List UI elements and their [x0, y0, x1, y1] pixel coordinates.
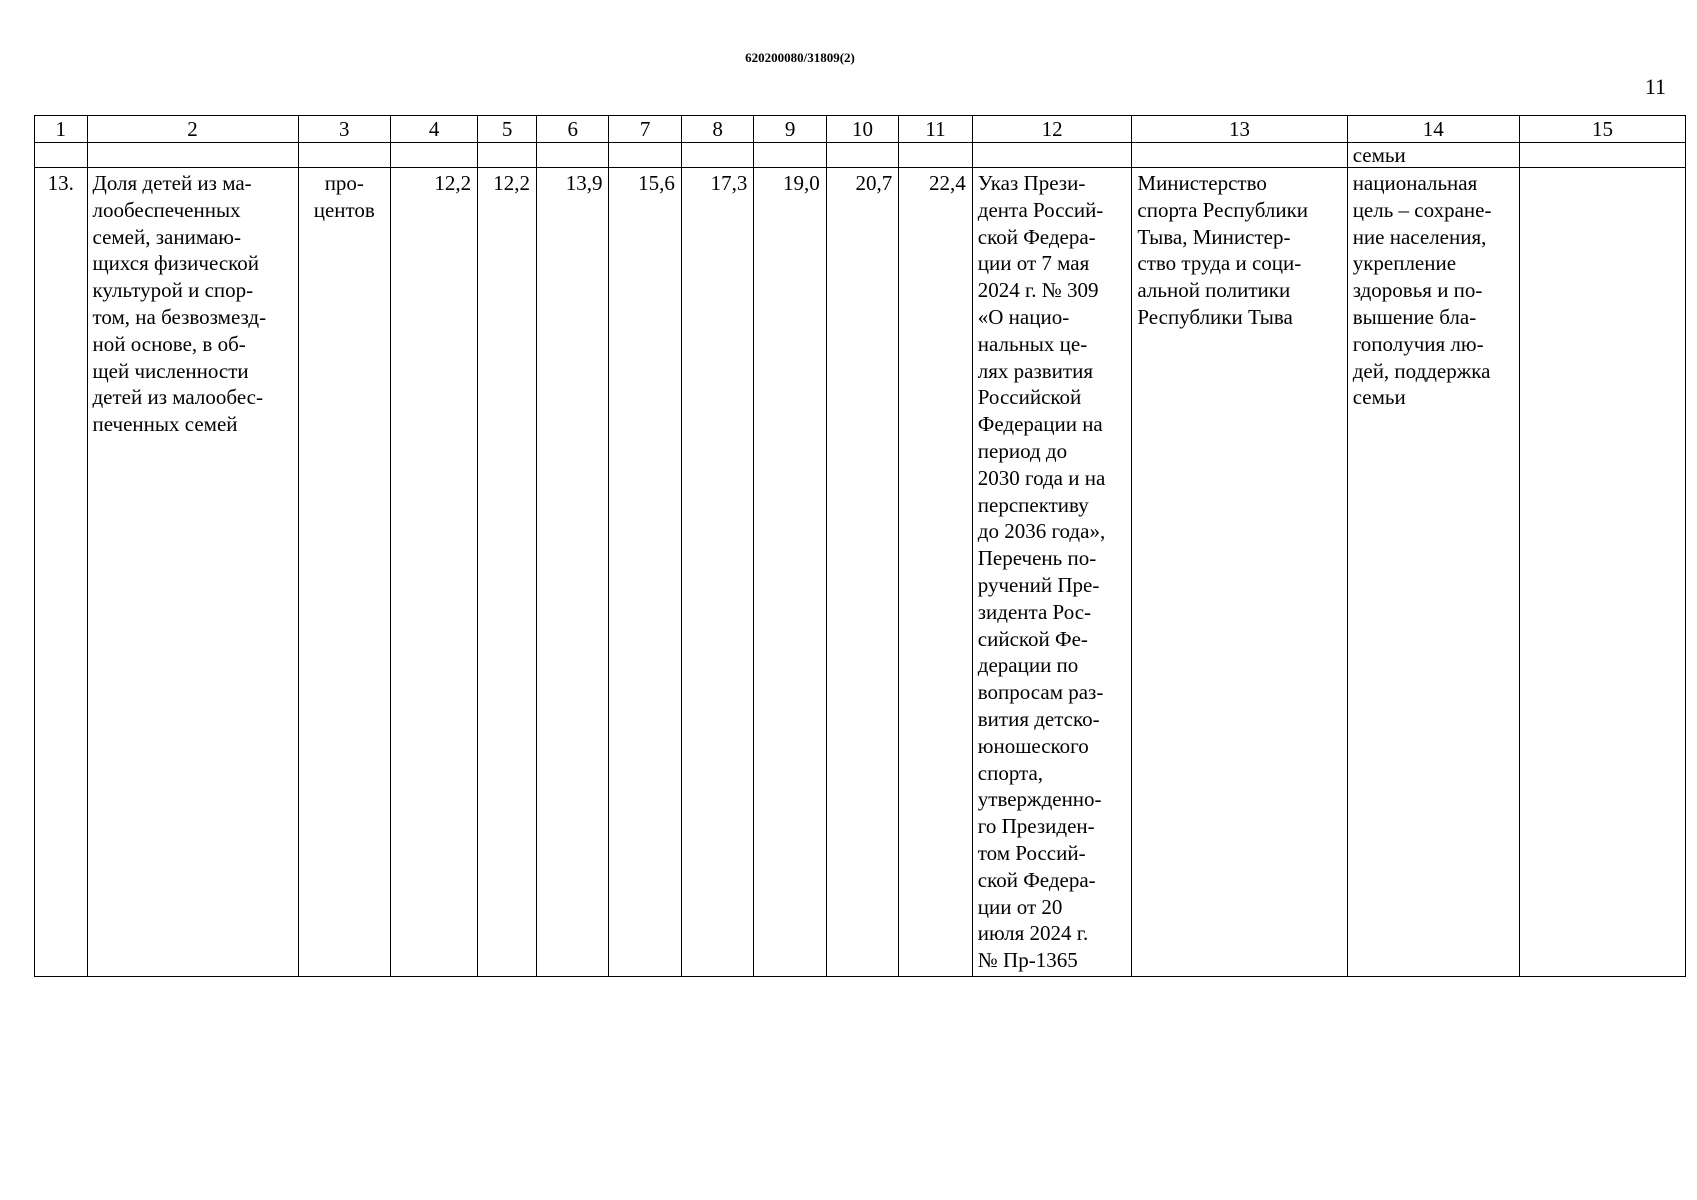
empty-cell — [536, 143, 608, 168]
column-number: 4 — [391, 116, 478, 143]
value-cell: 22,4 — [899, 168, 973, 977]
empty-cell — [609, 143, 681, 168]
empty-cell — [391, 143, 478, 168]
empty-cell — [1519, 143, 1685, 168]
continuation-text: семьи — [1347, 143, 1519, 168]
continuation-row — [35, 143, 1686, 168]
column-number: 2 — [87, 116, 298, 143]
empty-cell — [1132, 143, 1347, 168]
value-cell: 12,2 — [391, 168, 478, 977]
column-number: 10 — [826, 116, 898, 143]
row-number: 13. — [35, 168, 88, 977]
value-cell: 15,6 — [609, 168, 681, 977]
empty-cell — [87, 143, 298, 168]
column-number: 13 — [1132, 116, 1347, 143]
column-number: 15 — [1519, 116, 1685, 143]
empty-cell — [478, 143, 537, 168]
value-cell: 13,9 — [536, 168, 608, 977]
column-15-cell — [1519, 168, 1685, 977]
empty-cell — [681, 143, 753, 168]
column-number: 9 — [754, 116, 826, 143]
document-basis: Указ Прези- дента Россий- ской Федера- ции от 7 мая 2024 г. № 309 «О нацио- нальных це- лях развития Российской Федерации на период до 2030 года и на перспективу до 2036 года», Перечень по- ручений Пре- зидента Рос- сийской Фе- дерации по вопросам раз- вития детско- юношеского спорта, утвержденно- го Президен- том Россий- ской Федера- ции от 20 июля 2024 г. № Пр-1365 — [972, 168, 1132, 977]
column-number: 14 — [1347, 116, 1519, 143]
empty-cell — [298, 143, 390, 168]
page-number: 11 — [1644, 74, 1666, 99]
value-cell: 17,3 — [681, 168, 753, 977]
column-number: 1 — [35, 116, 88, 143]
column-number: 6 — [536, 116, 608, 143]
column-number: 5 — [478, 116, 537, 143]
national-goal: национальная цель – сохране- ние населения, укрепление здоровья и по- вышение бла- гополучия лю- дей, поддержка семьи — [1347, 168, 1519, 977]
unit-of-measure: про- центов — [298, 168, 390, 977]
table-row — [35, 168, 1686, 977]
document-code: 620200080/31809(2) — [745, 50, 855, 65]
indicator-name: Доля детей из ма- лообеспеченных семей, занимаю- щихся физической культурой и спор- том, на безвозмезд- ной основе, в об- щей численности детей из малообес- печенных семей — [87, 168, 298, 977]
responsible-body: Министерство спорта Республики Тыва, Министер- ство труда и соци- альной политики Республики Тыва — [1132, 168, 1347, 977]
column-number-row — [35, 116, 1686, 143]
column-number: 11 — [899, 116, 973, 143]
empty-cell — [35, 143, 88, 168]
indicators-table — [34, 115, 1686, 977]
column-number: 8 — [681, 116, 753, 143]
value-cell: 12,2 — [478, 168, 537, 977]
column-number: 3 — [298, 116, 390, 143]
value-cell: 19,0 — [754, 168, 826, 977]
column-number: 7 — [609, 116, 681, 143]
empty-cell — [972, 143, 1132, 168]
empty-cell — [899, 143, 973, 168]
column-number: 12 — [972, 116, 1132, 143]
empty-cell — [826, 143, 898, 168]
value-cell: 20,7 — [826, 168, 898, 977]
empty-cell — [754, 143, 826, 168]
